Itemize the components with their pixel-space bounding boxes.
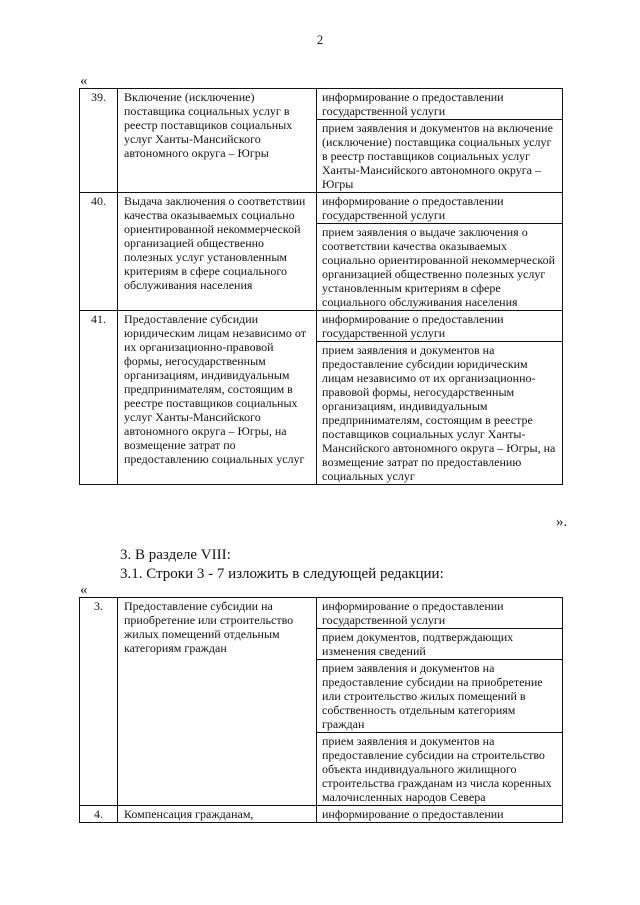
service-name: Включение (исключение) поставщика социальных услуг в реестр поставщиков социальных услуг Ханты-Мансийского автономного округа – Югры (118, 89, 317, 193)
row-number: 3. (80, 598, 118, 806)
row-number: 41. (80, 311, 118, 485)
subservice-item: информирование о предоставлении (322, 807, 504, 821)
service-name: Предоставление субсидии на приобретение или строительство жилых помещений отдельным категориям граждан (118, 598, 317, 806)
table-row (80, 311, 563, 485)
subservice-list (317, 598, 563, 806)
subservice-item: прием заявления и документов на предоставление субсидии на строительство объекта индивидуального жилищного строительства гражданам из числа коренных малочисленных народов Севера (322, 734, 552, 804)
service-name: Выдача заключения о соответствии качества оказываемых социально ориентированной некоммерческой организацией общественно полезных услуг установленным критериям в сфере социального обслуживания населения (118, 193, 317, 311)
subservice-item: информирование о предоставлении государственной услуги (317, 89, 562, 120)
subservice-list (317, 806, 563, 823)
subservice-item: прием заявления и документов на включение (исключение) поставщика социальных услуг в реестр поставщиков социальных услуг Ханты-Мансийского автономного округа – Югры (322, 121, 553, 191)
service-name: Компенсация гражданам, (118, 806, 317, 823)
row-number: 4. (80, 806, 118, 823)
section-heading: 3. В разделе VIII: (120, 547, 231, 563)
row-number: 40. (80, 193, 118, 311)
open-quote-2: « (80, 582, 88, 598)
subservice-item: информирование о предоставлении государственной услуги (317, 311, 562, 342)
subservice-item: информирование о предоставлении государственной услуги (317, 598, 562, 629)
subservice-item: прием заявления о выдаче заключения о соответствии качества оказываемых социально ориентированной некоммерческой организацией общественно полезных услуг установленным критериям в сфере социального обслуживания населения (322, 225, 556, 309)
subservice-item: прием документов, подтверждающих изменения сведений (317, 629, 562, 660)
table-row (80, 806, 563, 823)
page-number: 2 (316, 32, 324, 47)
subservice-item: прием заявления и документов на предоставление субсидии на приобретение или строительство жилых помещений в собственность отдельным категориям граждан (317, 660, 562, 733)
table-row (80, 193, 563, 311)
row-number: 39. (80, 89, 118, 193)
service-name: Предоставление субсидии юридическим лицам независимо от их организационно-правовой формы, негосударственным организациям, индивидуальным предпринимателям, состоящим в реестре поставщиков социальных услуг Ханты-Мансийского автономного округа – Югры, на возмещение затрат по предоставлению социальных услуг (118, 311, 317, 485)
services-table-1 (79, 88, 563, 485)
close-quote-1: ». (556, 514, 568, 530)
services-table-2 (79, 597, 563, 823)
subservice-list (317, 89, 563, 193)
subsection-heading: 3.1. Строки 3 - 7 изложить в следующей редакции: (120, 566, 444, 582)
open-quote-1: « (80, 73, 88, 89)
subservice-list (317, 193, 563, 311)
subservice-item: информирование о предоставлении государственной услуги (317, 193, 562, 224)
subservice-list (317, 311, 563, 485)
subservice-item: прием заявления и документов на предоставление субсидии юридическим лицам независимо от их организационно-правовой формы, негосударственным организациям, индивидуальным предпринимателям, состоящим в реестре поставщиков социальных услуг Ханты-Мансийского автономного округа – Югры, на возмещение затрат по предоставлению социальных услуг (322, 343, 556, 483)
table-row (80, 598, 563, 806)
table-row (80, 89, 563, 193)
